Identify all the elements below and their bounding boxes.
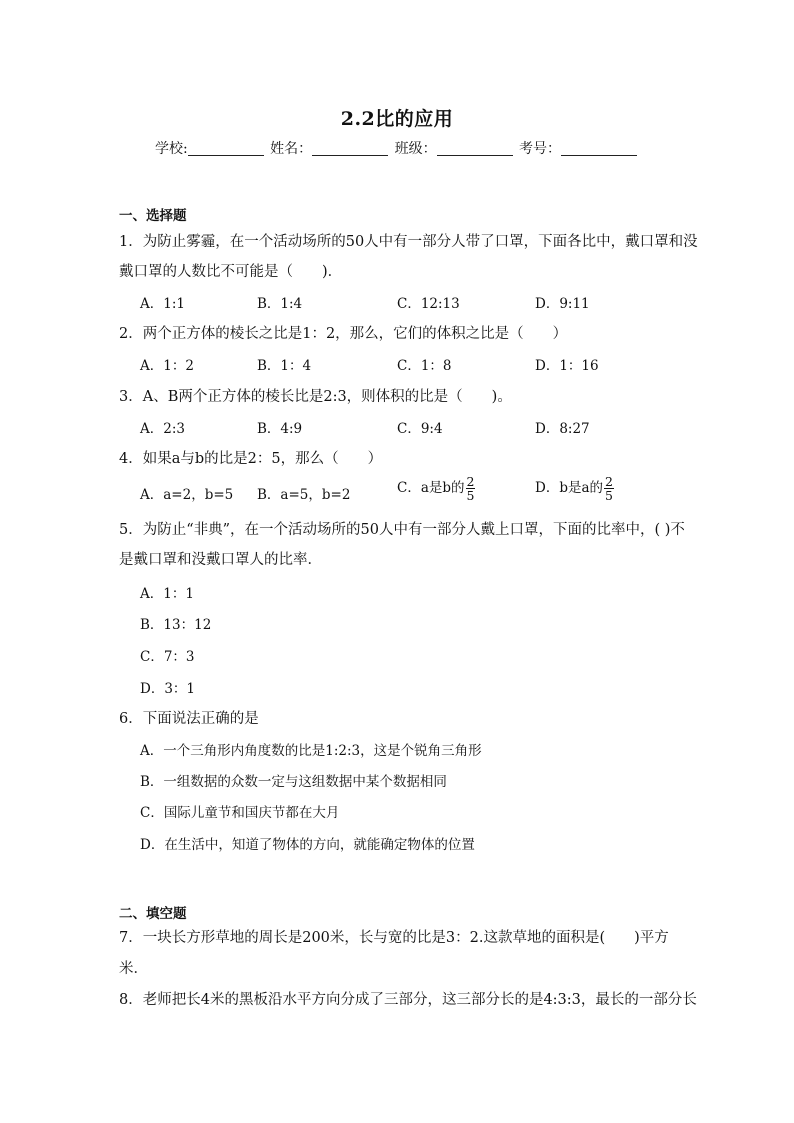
fraction-numerator: 2 [605,474,613,489]
school-label: 学校: [154,141,188,157]
number-label: 考号： [519,141,562,157]
question-2-option-d: D．1：16 [535,358,599,374]
name-label: 姓名： [270,141,313,157]
question-2-option-c: C．1：8 [397,358,452,374]
question-5-option-c: C．7：3 [140,649,195,665]
number-blank [561,141,637,156]
question-5-line-1: 5．为防止“非典”，在一个活动场所的50人中有一部分人戴上口罩，下面的比率中，( )不 [119,522,685,538]
question-6-option-d: D．在生活中，知道了物体的方向，就能确定物体的位置 [140,837,475,853]
question-5-option-b: B．13：12 [140,617,212,633]
question-2-line-1: 2．两个正方体的棱长之比是1：2，那么，它们的体积之比是（ ） [119,326,568,342]
question-5-line-2: 是戴口罩和没戴口罩人的比率． [119,552,322,568]
question-4-option-b: B．a=5，b=2 [257,487,351,503]
fraction-numerator: 2 [466,474,475,489]
question-3-option-d: D．8:27 [535,421,590,437]
question-1-option-c: C．12:13 [397,296,460,312]
fraction-two-fifths [466,475,476,502]
question-8-line-1: 8．老师把长4米的黑板沿水平方向分成了三部分，这三部分长的是4:3:3，最长的一部分长 [119,992,697,1008]
question-4-option-d-text: D．b是a的 [535,480,604,496]
question-1-line-2: 戴口罩的人数比不可能是（ )． [119,264,343,280]
question-4-line-1: 4．如果a与b的比是2：5，那么（ ） [119,451,383,467]
question-6-option-a: A．一个三角形内角度数的比是1:2:3，这是个锐角三角形 [140,743,482,759]
class-blank [437,141,513,156]
question-6-line-1: 6．下面说法正确的是 [119,711,259,727]
class-label: 班级： [394,141,437,157]
fraction-denominator: 5 [466,488,475,503]
question-4-option-c [397,475,475,502]
question-4-option-d [535,475,614,502]
fraction-denominator: 5 [605,488,613,503]
question-4-option-a: A．a=2，b=5 [140,487,234,503]
question-7-line-2: 米． [119,961,148,977]
question-1-line-1: 1．为防止雾霾，在一个活动场所的50人中有一部分人带了口罩，下面各比中，戴口罩和没 [119,234,698,250]
fraction-two-fifths [604,475,614,502]
question-7-line-1: 7．一块长方形草地的周长是200米，长与宽的比是3：2.这款草地的面积是( )平方 [119,930,669,946]
school-blank [188,141,264,156]
student-info-row [0,138,794,158]
question-4-option-c-text: C．a是b的 [397,480,465,496]
question-3-option-a: A．2:3 [140,421,185,437]
section-heading-choice: 一、选择题 [119,208,187,224]
page-title: 2.2比的应用 [340,108,454,130]
name-blank [312,141,388,156]
question-6-option-c: C．国际儿童节和国庆节都在大月 [140,805,340,821]
question-5-option-a: A．1：1 [140,586,194,602]
section-heading-fill: 二、填空题 [119,906,187,922]
question-1-option-d: D．9:11 [535,296,590,312]
question-3-line-1: 3．A、B两个正方体的棱长比是2:3，则体积的比是（ )。 [119,389,512,405]
question-2-option-a: A．1：2 [140,358,194,374]
question-3-option-c: C．9:4 [397,421,443,437]
question-1-option-b: B．1:4 [257,296,303,312]
question-3-option-b: B．4:9 [257,421,303,437]
question-6-option-b: B．一组数据的众数一定与这组数据中某个数据相同 [140,774,447,790]
question-1-option-a: A．1:1 [140,296,185,312]
question-5-option-d: D．3：1 [140,681,196,697]
question-2-option-b: B．1：4 [257,358,312,374]
